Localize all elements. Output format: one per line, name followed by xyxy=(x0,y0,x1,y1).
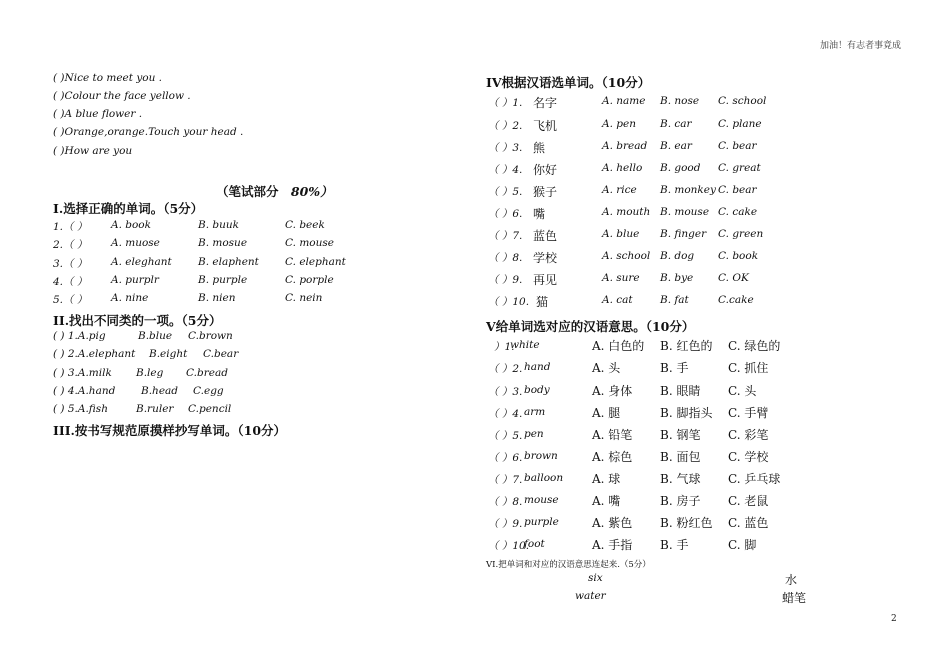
match-meaning: 水 xyxy=(785,573,798,587)
listening-item: ( )Nice to meet you . xyxy=(53,72,163,84)
section6-title: VI.把单词和对应的汉语意思连起来.（5分） xyxy=(486,560,651,570)
page-number: 2 xyxy=(891,614,897,624)
section4-title: IV根据汉语选单词。（10分） xyxy=(486,75,651,90)
table-row: ）1. white A. 白色的 B. 红色的 C. 绿色的 xyxy=(494,339,781,353)
match-word: water xyxy=(575,590,606,602)
match-meaning: 蜡笔 xyxy=(782,591,807,605)
table-row: ( ) 4.A.hand B.head C.egg xyxy=(53,385,224,397)
table-row: 4.（ ） A. purplr B. purple C. porple xyxy=(53,274,334,288)
written-part-title: （笔试部分 80%） xyxy=(216,184,333,199)
section1-title: I.选择正确的单词。（5分） xyxy=(53,201,204,216)
table-row: （ ）10. 猫 A. cat B. fat C.cake xyxy=(488,294,754,309)
table-row: （ ）9. purple A. 紫色 B. 粉红色 C. 蓝色 xyxy=(488,516,769,530)
listening-item: ( )How are you xyxy=(53,145,133,157)
table-row: （ ）3. body A. 身体 B. 眼睛 C. 头 xyxy=(488,384,757,398)
table-row: （ ）7. balloon A. 球 B. 气球 C. 乒乓球 xyxy=(488,472,781,486)
table-row: （ ）2. 飞机 A. pen B. car C. plane xyxy=(488,118,762,133)
table-row: （ ）8. 学校 A. school B. dog C. book xyxy=(488,250,759,265)
table-row: （ ）3. 熊 A. bread B. ear C. bear xyxy=(488,140,757,155)
header-motto: 加油！有志者事竟成 xyxy=(820,41,902,51)
table-row: 3.（ ） A. eleghant B. elaphent C. elephant xyxy=(53,256,346,270)
table-row: （ ）10. foot A. 手指 B. 手 C. 脚 xyxy=(488,538,757,552)
table-row: （ ）2. hand A. 头 B. 手 C. 抓住 xyxy=(488,361,769,375)
table-row: ( ) 3.A.milk B.leg C.bread xyxy=(53,367,228,379)
listening-item: ( )A blue flower . xyxy=(53,108,143,120)
table-row: ( ) 1.A.pig B.blue C.brown xyxy=(53,330,233,342)
table-row: ( ) 2.A.elephant B.eight C.bear xyxy=(53,348,239,360)
table-row: （ ）6. 嘴 A. mouth B. mouse C. cake xyxy=(488,206,758,221)
section5-title: V给单词选对应的汉语意思。（10分） xyxy=(486,319,695,334)
table-row: （ ）5. 猴子 A. rice B. monkey C. bear xyxy=(488,184,757,199)
table-row: （ ）4. 你好 A. hello B. good C. great xyxy=(488,162,761,177)
table-row: （ ）4. arm A. 腿 B. 脚指头 C. 手臂 xyxy=(488,406,769,420)
table-row: 5.（ ） A. nine B. nien C. nein xyxy=(53,292,323,306)
table-row: 1.（ ） A. book B. buuk C. beek xyxy=(53,219,325,233)
table-row: 2.（ ） A. muose B. mosue C. mouse xyxy=(53,237,334,251)
match-word: six xyxy=(588,572,603,584)
table-row: （ ）8. mouse A. 嘴 B. 房子 C. 老鼠 xyxy=(488,494,769,508)
listening-item: ( )Orange,orange.Touch your head . xyxy=(53,126,244,138)
table-row: （ ）7. 蓝色 A. blue B. finger C. green xyxy=(488,228,764,243)
table-row: （ ）6. brown A. 棕色 B. 面包 C. 学校 xyxy=(488,450,769,464)
table-row: （ ）5. pen A. 铅笔 B. 钢笔 C. 彩笔 xyxy=(488,428,769,442)
table-row: （ ）9. 再见 A. sure B. bye C. OK xyxy=(488,272,749,287)
listening-item: ( )Colour the face yellow . xyxy=(53,90,191,102)
table-row: ( ) 5.A.fish B.ruler C.pencil xyxy=(53,403,232,415)
section3-title: III.按书写规范原摸样抄写单词。（10分） xyxy=(53,423,287,438)
section2-title: II.找出不同类的一项。（5分） xyxy=(53,313,222,328)
table-row: （ ）1. 名字 A. name B. nose C. school xyxy=(488,95,767,110)
